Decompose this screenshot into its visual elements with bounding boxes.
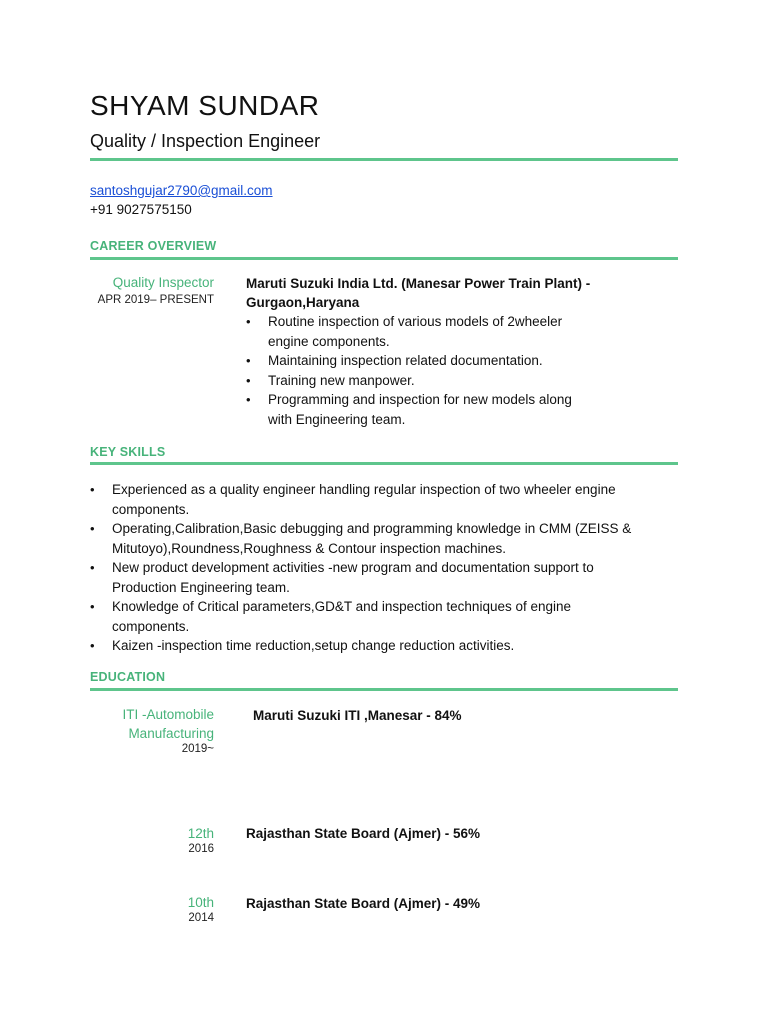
career-role: Quality Inspector (112, 275, 214, 290)
career-dates: APR 2019– PRESENT (97, 294, 214, 306)
list-item: • Routine inspection of various models of 2wheeler engine components. (246, 312, 586, 351)
key-skills-heading: KEY SKILLS (90, 445, 166, 459)
list-item: • Kaizen -inspection time reduction,setup change reduction activities. (90, 636, 650, 656)
email-link[interactable]: santoshgujar2790@gmail.com (90, 183, 273, 198)
phone-number: +91 9027575150 (90, 202, 192, 217)
education-year: 2016 (188, 843, 214, 855)
career-company-line2: Gurgaon,Haryana (246, 295, 360, 310)
candidate-name: SHYAM SUNDAR (90, 90, 320, 121)
career-divider (90, 257, 678, 260)
career-duties-list (246, 312, 586, 429)
education-year: 2014 (188, 912, 214, 924)
list-item: • Experienced as a quality engineer handling regular inspection of two wheeler engine components. (90, 480, 650, 519)
skills-list (90, 480, 650, 656)
education-institution: Rajasthan State Board (Ajmer) - 56% (246, 826, 481, 841)
education-degree: ITI -Automobile Manufacturing (122, 707, 214, 741)
career-company-line1: Maruti Suzuki India Ltd. (Manesar Power Train Plant) - (246, 276, 591, 291)
job-title: Quality / Inspection Engineer (90, 131, 321, 151)
education-institution: Maruti Suzuki ITI ,Manesar - 84% (253, 708, 462, 723)
education-degree: 12th (187, 826, 214, 841)
education-degree: 10th (187, 895, 214, 910)
skills-divider (90, 462, 678, 465)
education-divider (90, 688, 678, 691)
education-heading: EDUCATION (90, 670, 166, 684)
list-item: • Training new manpower. (246, 371, 586, 391)
list-item: • Programming and inspection for new models along with Engineering team. (246, 390, 586, 429)
header-divider (90, 158, 678, 161)
list-item: • Maintaining inspection related documentation. (246, 351, 586, 371)
career-overview-heading: CAREER OVERVIEW (90, 239, 217, 253)
career-company (246, 274, 590, 312)
list-item: • Knowledge of Critical parameters,GD&T and inspection techniques of engine components. (90, 597, 650, 636)
list-item: • Operating,Calibration,Basic debugging and programming knowledge in CMM (ZEISS & Mitutoyo),Roundness,Roughness & Contour inspection machines. (90, 519, 650, 558)
list-item: • New product development activities -new program and documentation support to Production Engineering team. (90, 558, 650, 597)
education-institution: Rajasthan State Board (Ajmer) - 49% (246, 896, 481, 911)
education-year: 2019~ (181, 743, 214, 755)
